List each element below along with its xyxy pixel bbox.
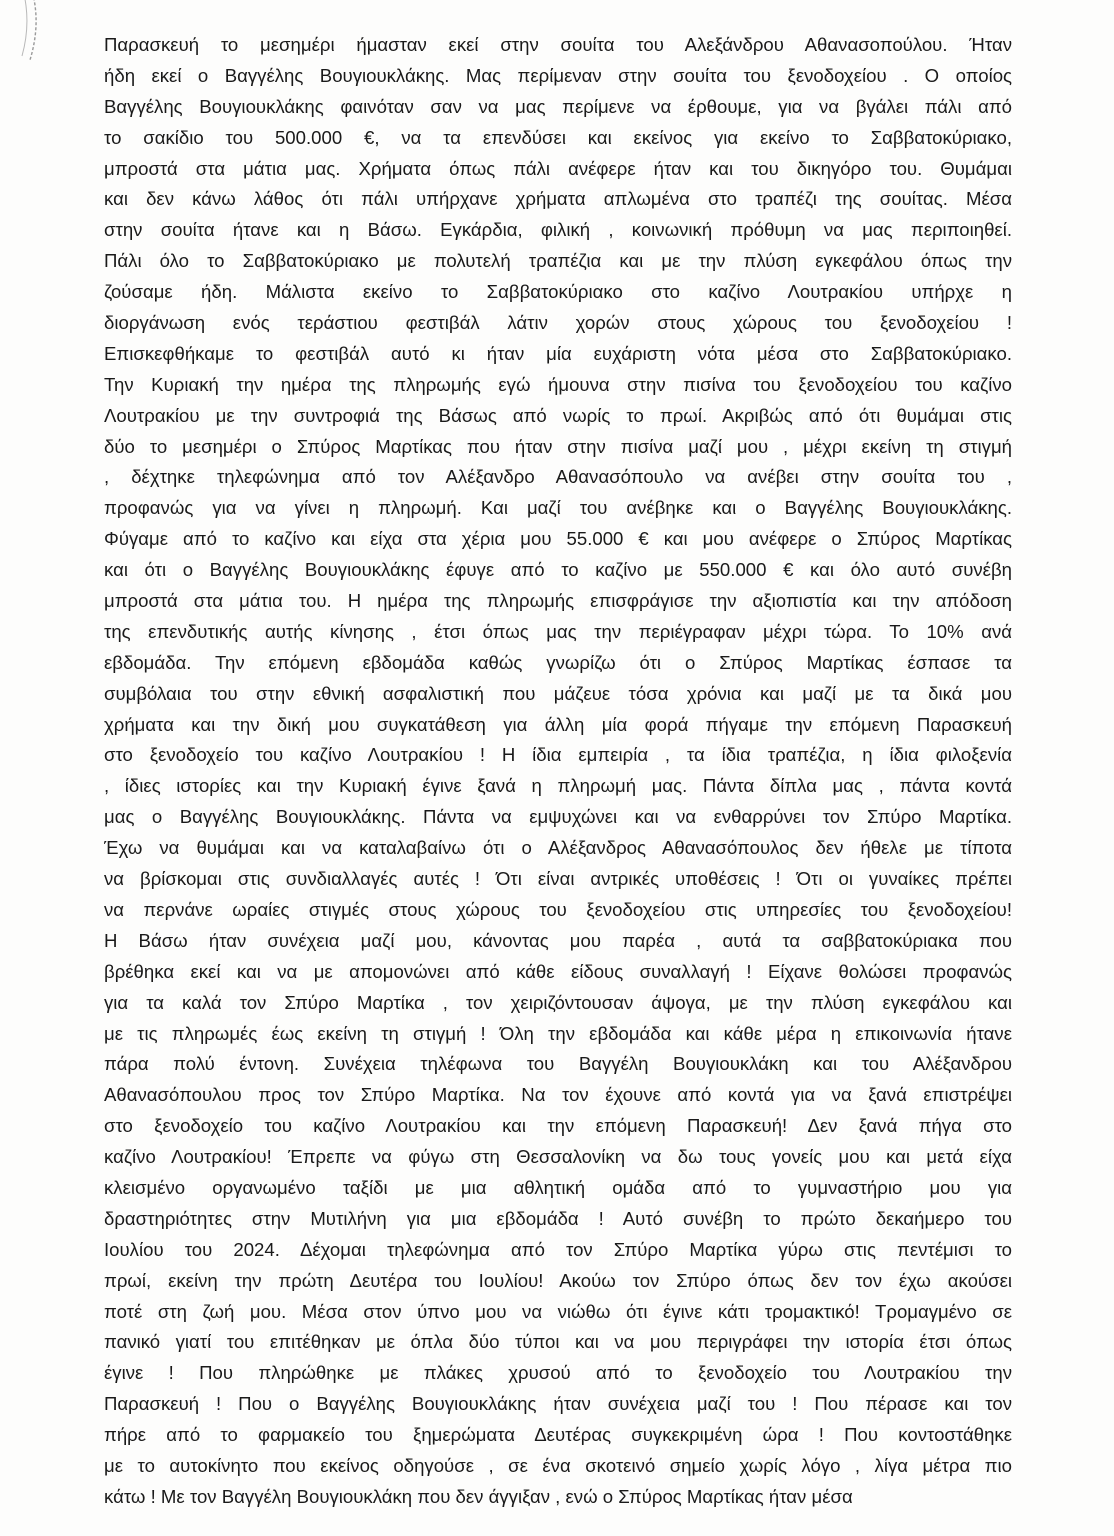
text-line: στην σουίτα ήτανε και η Βάσω. Εγκάρδια, φιλική , κοινωνική πρόθυμη να μας περιποιηθεί. xyxy=(104,219,1012,241)
text-line: διοργάνωση ενός τεράστιου φεστιβάλ λάτιν χορών στους χώρους του ξενοδοχείου ! xyxy=(104,312,1012,334)
text-line: δύο το μεσημέρι ο Σπύρος Μαρτίκας που ήταν στην πισίνα μαζί μου , μέχρι εκείνη τη στιγμή xyxy=(104,435,1012,457)
text-line: στο ξενοδοχείο του καζίνο Λουτρακίου και την επόμενη Παρασκευή! Δεν ξανά πήγα στο xyxy=(104,1115,1012,1137)
text-line: μπροστά στα μάτια μας. Χρήματα όπως πάλι ανέφερε ήταν και του δικηγόρο του. Θυμάμαι xyxy=(104,157,1012,179)
text-line: μας ο Βαγγέλης Βουγιουκλάκης. Πάντα να εμψυχώνει και να ενθαρρύνει τον Σπύρο Μαρτίκα. xyxy=(104,806,1012,828)
text-line: πάρα πολύ έντονη. Συνέχεια τηλέφωνα του Βαγγέλη Βουγιουκλάκη και του Αλέξανδρου xyxy=(104,1053,1012,1075)
text-line: εβδομάδα. Την επόμενη εβδομάδα καθώς γνωρίζω ότι ο Σπύρος Μαρτίκας έσπασε τα xyxy=(104,651,1012,673)
text-line: Παρασκευή το μεσημέρι ήμασταν εκεί στην σουίτα του Αλεξάνδρου Αθανασοπούλου. Ήταν xyxy=(104,34,1012,55)
text-line: πήρε από το φαρμακείο του ξημερώματα Δευτέρας συγκεκριμένη ώρα ! Που κοντοστάθηκε xyxy=(104,1424,1012,1446)
text-line: Φύγαμε από το καζίνο και είχα στα χέρια μου 55.000 € και μου ανέφερε ο Σπύρος Μαρτίκας xyxy=(104,528,1012,550)
stamp-mark xyxy=(0,0,60,80)
text-line: να περνάνε ωραίες στιγμές στους χώρους του ξενοδοχείου στις υπηρεσίες του ξενοδοχείου! xyxy=(104,898,1012,920)
text-line: , δέχτηκε τηλεφώνημα από τον Αλέξανδρο Αθανασόπουλο να ανέβει στην σουίτα του , xyxy=(104,466,1012,488)
text-line: Έχω να θυμάμαι και να καταλαβαίνω ότι ο Αλέξανδρος Αθανασόπουλος δεν ήθελε με τίποτα xyxy=(104,837,1012,859)
text-line: Επισκεφθήκαμε το φεστιβάλ αυτό κι ήταν μία ευχάριστη νότα μέσα στο Σαββατοκύριακο. xyxy=(104,342,1012,364)
text-line: στο ξενοδοχείο του καζίνο Λουτρακίου ! Η ίδια εμπειρία , τα ίδια τραπέζια, η ίδια φιλοξενία xyxy=(104,744,1012,766)
text-line: και δεν κάνω λάθος ότι πάλι υπήρχανε χρήματα απλωμένα στο τραπέζι της σουίτας. Μέσα xyxy=(104,188,1012,210)
text-line: για τα καλά τον Σπύρο Μαρτίκα , τον χειριζόντουσαν άψογα, με την πλύση εγκεφάλου και xyxy=(104,991,1012,1013)
text-line: Την Κυριακή την ημέρα της πληρωμής εγώ ήμουνα στην πισίνα του ξενοδοχείου του καζίνο xyxy=(104,373,1012,395)
text-line: χρήματα και την δική μου συγκατάθεση για άλλη μία φορά πήγαμε την επόμενη Παρασκευή xyxy=(104,713,1012,735)
text-line: Παρασκευή ! Που ο Βαγγέλης Βουγιουκλάκης ήταν συνέχεια μαζί του ! Που πέρασε και τον xyxy=(104,1393,1012,1415)
text-line: δραστηριότητες στην Μυτιλήνη για μια εβδομάδα ! Αυτό συνέβη το πρώτο δεκαήμερο του xyxy=(104,1207,1012,1229)
text-line: πανικό γιατί του επιτέθηκαν με όπλα δύο τύποι και να μου περιγράφει την ιστορία έτσι όπως xyxy=(104,1331,1012,1353)
text-line: της επενδυτικής αυτής κίνησης , έτσι όπως μας την περιέγραφαν μέχρι τώρα. Το 10% ανά xyxy=(104,620,1012,642)
text-line: Αθανασόπουλου προς τον Σπύρο Μαρτίκα. Να τον έχουνε από κοντά για να ξανά επιστρέψει xyxy=(104,1084,1012,1106)
text-line: Βαγγέλης Βουγιουκλάκης φαινόταν σαν να μας περίμενε να έρθουμε, για να βγάλει πάλι από xyxy=(104,95,1012,117)
text-line: Πάλι όλο το Σαββατοκύριακο με πολυτελή τραπέζια και με την πλύση εγκεφάλου όπως την xyxy=(104,250,1012,272)
text-line: Ιουλίου του 2024. Δέχομαι τηλεφώνημα από τον Σπύρο Μαρτίκα γύρω στις πεντέμισι το xyxy=(104,1238,1012,1260)
text-line: με το αυτοκίνητο που εκείνος οδηγούσε , σε ένα σκοτεινό σημείο χωρίς λόγο , λίγα μέτρα πιο xyxy=(104,1454,1012,1476)
text-line: καζίνο Λουτρακίου! Έπρεπε να φύγω στη Θεσσαλονίκη να δω τους γονείς μου και μετά είχα xyxy=(104,1146,1012,1168)
text-line: και ότι ο Βαγγέλης Βουγιουκλάκης έφυγε από το καζίνο με 550.000 € και όλο αυτό συνέβη xyxy=(104,559,1012,581)
text-line: να βρίσκομαι στις συνδιαλλαγές αυτές ! Ότι είναι αντρικές υποθέσεις ! Ότι οι γυναίκες πρέπει xyxy=(104,868,1012,890)
text-line: κλεισμένο οργανωμένο ταξίδι με μια αθλητική ομάδα από το γυμναστήριο μου για xyxy=(104,1176,1012,1198)
text-line: Λουτρακίου με την συντροφιά της Βάσως από νωρίς το πρωί. Ακριβώς από ότι θυμάμαι στις xyxy=(104,404,1012,426)
text-line: συμβόλαια του στην εθνική ασφαλιστική που μάζευε τόσα χρόνια και μαζί με τα δικά μου xyxy=(104,682,1012,704)
text-line: το σακίδιο του 500.000 €, να τα επενδύσει και εκείνος για εκείνο το Σαββατοκύριακο, xyxy=(104,126,1012,148)
text-line: ζούσαμε ήδη. Μάλιστα εκείνο το Σαββατοκύριακο στο καζίνο Λουτρακίου υπήρχε η xyxy=(104,281,1012,303)
text-line: μπροστά στα μάτια του. Η ημέρα της πληρωμής επισφράγισε την αξιοπιστία και την απόδοση xyxy=(104,590,1012,612)
text-line: Η Βάσω ήταν συνέχεια μαζί μου, κάνοντας μου παρέα , αυτά τα σαββατοκύριακα που xyxy=(104,929,1012,951)
text-line: πρωί, εκείνη την πρώτη Δευτέρα του Ιουλίου! Ακούω τον Σπύρο όπως δεν τον έχω ακούσει xyxy=(104,1269,1012,1291)
text-line: ποτέ στη ζωή μου. Μέσα στον ύπνο μου να νιώθω ότι έγινε κάτι τρομακτικό! Τρομαγμένο σε xyxy=(104,1300,1012,1322)
text-line: κάτω ! Με τον Βαγγέλη Βουγιουκλάκη που δεν άγγιξαν , ενώ ο Σπύρος Μαρτίκας ήταν μέσα xyxy=(104,1485,853,1507)
text-line: με τις πληρωμές έως εκείνη τη στιγμή ! Όλη την εβδομάδα και κάθε μέρα η επικοινωνία ήτανε xyxy=(104,1022,1012,1044)
text-line: έγινε ! Που πληρώθηκε με πλάκες χρυσού από το ξενοδοχείο του Λουτρακίου την xyxy=(104,1362,1012,1384)
text-line: ήδη εκεί ο Βαγγέλης Βουγιουκλάκης. Μας περίμεναν στην σουίτα του ξενοδοχείου . Ο οποίος xyxy=(104,64,1012,86)
text-line: , ίδιες ιστορίες και την Κυριακή έγινε ξανά η πληρωμή μας. Πάντα δίπλα μας , πάντα κοντά xyxy=(104,775,1012,797)
text-line: βρέθηκα εκεί και να με απομονώνει από κάθε είδους συναλλαγή ! Είχανε θολώσει προφανώς xyxy=(104,960,1012,982)
text-line: προφανώς για να γίνει η πληρωμή. Και μαζί του ανέβηκε και ο Βαγγέλης Βουγιουκλάκης. xyxy=(104,497,1012,519)
body-text xyxy=(104,30,1012,1513)
